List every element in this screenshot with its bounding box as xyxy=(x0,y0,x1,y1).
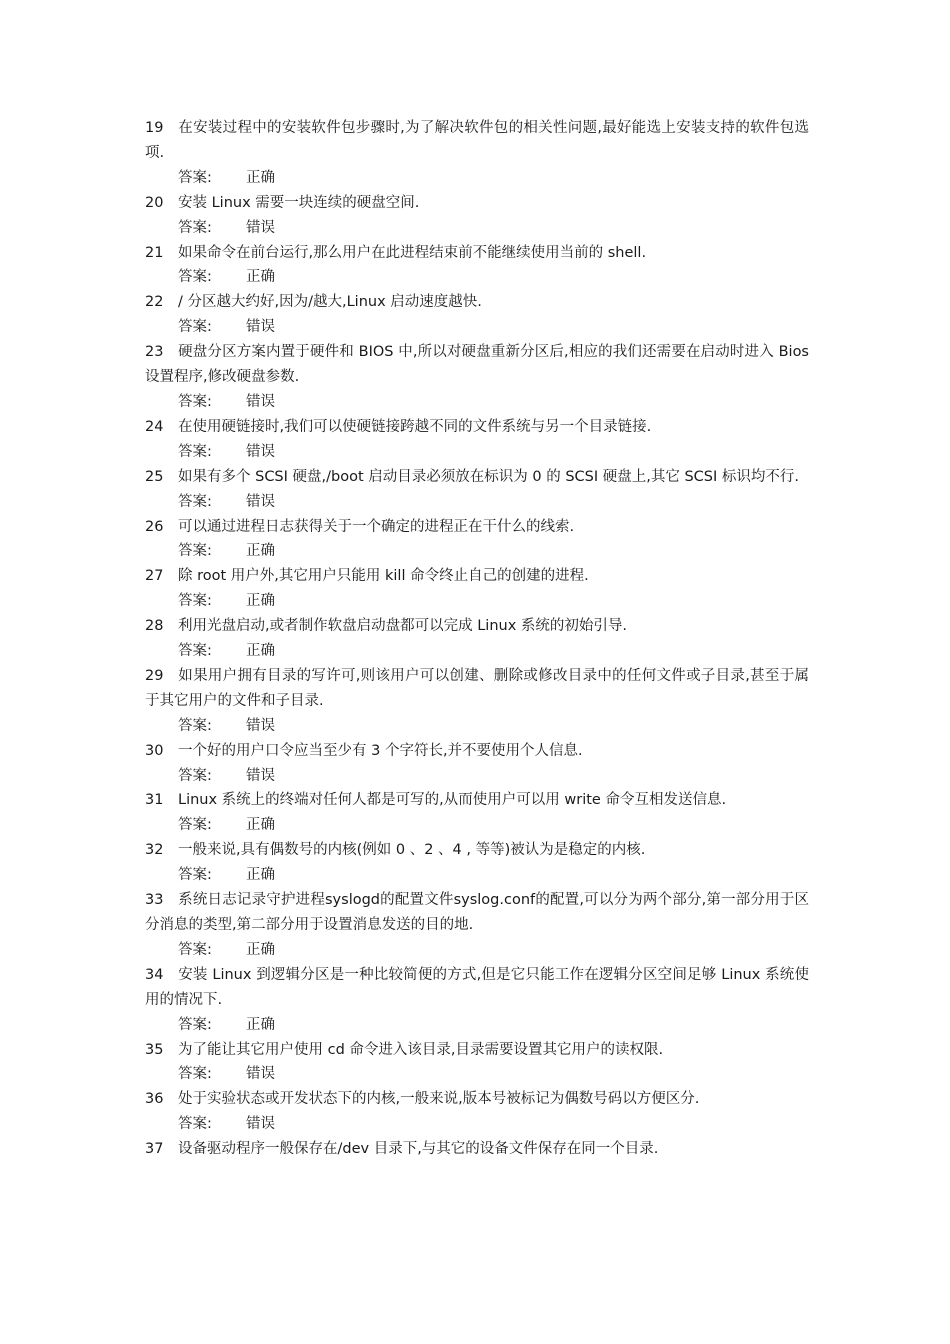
question-text: / 分区越大约好,因为/越大,Linux 启动速度越快. xyxy=(178,294,482,311)
question-text: 设备驱动程序一般保存在/dev 目录下,与其它的设备文件保存在同一个目录. xyxy=(178,1141,659,1158)
question-number: 21 xyxy=(145,244,164,261)
question-text-line xyxy=(145,888,809,938)
question-item xyxy=(145,515,809,565)
answer-label: 答案: xyxy=(178,1016,212,1033)
question-item xyxy=(145,739,809,789)
answer-value: 错误 xyxy=(246,493,275,510)
answer-label: 答案: xyxy=(178,1116,212,1133)
question-text: 为了能让其它用户使用 cd 命令进入该目录,目录需要设置其它用户的读权限. xyxy=(178,1041,664,1058)
question-number: 23 xyxy=(145,344,164,361)
question-item xyxy=(145,116,809,191)
question-number: 33 xyxy=(145,892,164,909)
question-text-line xyxy=(145,241,809,266)
answer-label: 答案: xyxy=(178,443,212,460)
answer-value: 正确 xyxy=(246,269,275,286)
question-item xyxy=(145,340,809,415)
answer-line xyxy=(145,1062,809,1087)
question-text-line xyxy=(145,340,809,390)
question-number: 26 xyxy=(145,518,164,535)
question-item xyxy=(145,465,809,515)
answer-value: 正确 xyxy=(246,817,275,834)
question-number: 35 xyxy=(145,1041,164,1058)
answer-line xyxy=(145,440,809,465)
answer-label: 答案: xyxy=(178,493,212,510)
question-text-line xyxy=(145,963,809,1013)
question-text: 如果用户拥有目录的写许可,则该用户可以创建、删除或修改目录中的任何文件或子目录,甚至于属于其它用户的文件和子目录. xyxy=(145,667,809,709)
answer-label: 答案: xyxy=(178,1066,212,1083)
answer-label: 答案: xyxy=(178,717,212,734)
question-text: 系统日志记录守护进程syslogd的配置文件syslog.conf的配置,可以分为两个部分,第一部分用于区分消息的类型,第二部分用于设置消息发送的目的地. xyxy=(145,892,809,933)
question-text: 安装 Linux 需要一块连续的硬盘空间. xyxy=(178,194,420,211)
answer-line xyxy=(145,938,809,963)
answer-label: 答案: xyxy=(178,319,212,336)
question-item xyxy=(145,788,809,838)
question-text-line xyxy=(145,465,809,490)
answer-label: 答案: xyxy=(178,269,212,286)
question-text: 安装 Linux 到逻辑分区是一种比较简便的方式,但是它只能工作在逻辑分区空间足够 Linux 系统使用的情况下. xyxy=(145,966,809,1008)
answer-value: 正确 xyxy=(246,593,275,610)
question-number: 34 xyxy=(145,966,164,983)
question-text: 在使用硬链接时,我们可以使硬链接跨越不同的文件系统与另一个目录链接. xyxy=(178,418,652,435)
answer-value: 错误 xyxy=(246,1116,275,1133)
question-text: 处于实验状态或开发状态下的内核,一般来说,版本号被标记为偶数号码以方便区分. xyxy=(178,1091,700,1108)
question-text-line xyxy=(145,838,809,863)
question-number: 32 xyxy=(145,842,164,859)
question-text: 在安装过程中的安装软件包步骤时,为了解决软件包的相关性问题,最好能选上安装支持的软件包选项. xyxy=(145,120,809,161)
question-text: Linux 系统上的终端对任何人都是可写的,从而使用户可以用 write 命令互相发送信息. xyxy=(178,792,727,809)
question-text-line xyxy=(145,664,809,714)
question-item xyxy=(145,838,809,888)
answer-line xyxy=(145,639,809,664)
question-number: 37 xyxy=(145,1141,164,1158)
answer-value: 正确 xyxy=(246,941,275,958)
question-text-line xyxy=(145,1137,809,1162)
answer-line xyxy=(145,1013,809,1038)
answer-value: 错误 xyxy=(246,1066,275,1083)
answer-value: 错误 xyxy=(246,319,275,336)
answer-line xyxy=(145,265,809,290)
answer-line xyxy=(145,813,809,838)
question-text: 如果有多个 SCSI 硬盘,/boot 启动目录必须放在标识为 0 的 SCSI 硬盘上,其它 SCSI 标识均不行. xyxy=(178,468,799,485)
answer-line xyxy=(145,1112,809,1137)
answer-line xyxy=(145,390,809,415)
question-text-line xyxy=(145,788,809,813)
answer-label: 答案: xyxy=(178,593,212,610)
answer-value: 正确 xyxy=(246,1016,275,1033)
question-item xyxy=(145,191,809,241)
question-text: 利用光盘启动,或者制作软盘启动盘都可以完成 Linux 系统的初始引导. xyxy=(178,618,628,635)
question-item xyxy=(145,564,809,614)
answer-label: 答案: xyxy=(178,219,212,236)
answer-label: 答案: xyxy=(178,393,212,410)
question-item xyxy=(145,963,809,1038)
answer-value: 错误 xyxy=(246,443,275,460)
question-number: 31 xyxy=(145,792,164,809)
question-number: 19 xyxy=(145,120,164,136)
answer-line xyxy=(145,764,809,789)
answer-value: 错误 xyxy=(246,219,275,236)
answer-line xyxy=(145,863,809,888)
answer-label: 答案: xyxy=(178,867,212,884)
question-text-line xyxy=(145,1038,809,1063)
question-text: 一般来说,具有偶数号的内核(例如 0 、2 、4 , 等等)被认为是稳定的内核. xyxy=(178,842,646,859)
question-text: 一个好的用户口令应当至少有 3 个字符长,并不要使用个人信息. xyxy=(178,742,583,759)
answer-value: 错误 xyxy=(246,393,275,410)
question-item xyxy=(145,1038,809,1088)
question-text-line xyxy=(145,415,809,440)
answer-label: 答案: xyxy=(178,817,212,834)
answer-value: 错误 xyxy=(246,717,275,734)
question-text-line xyxy=(145,614,809,639)
question-text-line xyxy=(145,191,809,216)
answer-line xyxy=(145,714,809,739)
document-page xyxy=(145,116,809,1162)
question-number: 24 xyxy=(145,418,164,435)
question-text-line xyxy=(145,290,809,315)
question-text-line xyxy=(145,116,809,166)
question-item xyxy=(145,241,809,291)
question-number: 30 xyxy=(145,742,164,759)
question-number: 29 xyxy=(145,667,164,684)
question-number: 20 xyxy=(145,194,164,211)
question-list xyxy=(145,116,809,1162)
question-item xyxy=(145,614,809,664)
answer-label: 答案: xyxy=(178,941,212,958)
question-item xyxy=(145,415,809,465)
question-number: 22 xyxy=(145,294,164,311)
question-number: 28 xyxy=(145,618,164,635)
answer-line xyxy=(145,589,809,614)
question-text-line xyxy=(145,1087,809,1112)
question-item xyxy=(145,290,809,340)
question-item xyxy=(145,1087,809,1137)
answer-line xyxy=(145,315,809,340)
question-number: 27 xyxy=(145,568,164,585)
answer-label: 答案: xyxy=(178,543,212,560)
question-text: 可以通过进程日志获得关于一个确定的进程正在干什么的线索. xyxy=(178,518,575,535)
question-text-line xyxy=(145,739,809,764)
question-text: 除 root 用户外,其它用户只能用 kill 命令终止自己的创建的进程. xyxy=(178,568,589,585)
question-item xyxy=(145,664,809,739)
answer-line xyxy=(145,490,809,515)
question-item xyxy=(145,1137,809,1162)
question-text: 如果命令在前台运行,那么用户在此进程结束前不能继续使用当前的 shell. xyxy=(178,244,647,261)
answer-line xyxy=(145,539,809,564)
question-text-line xyxy=(145,564,809,589)
answer-value: 错误 xyxy=(246,767,275,784)
answer-label: 答案: xyxy=(178,643,212,660)
answer-line xyxy=(145,216,809,241)
answer-value: 正确 xyxy=(246,543,275,560)
answer-value: 正确 xyxy=(246,169,275,186)
question-text: 硬盘分区方案内置于硬件和 BIOS 中,所以对硬盘重新分区后,相应的我们还需要在启动时进入 Bios 设置程序,修改硬盘参数. xyxy=(145,344,809,386)
question-number: 36 xyxy=(145,1091,164,1108)
answer-line xyxy=(145,166,809,191)
answer-value: 正确 xyxy=(246,867,275,884)
question-text-line xyxy=(145,515,809,540)
answer-value: 正确 xyxy=(246,643,275,660)
answer-label: 答案: xyxy=(178,767,212,784)
question-item xyxy=(145,888,809,963)
answer-label: 答案: xyxy=(178,169,212,186)
question-number: 25 xyxy=(145,468,164,485)
